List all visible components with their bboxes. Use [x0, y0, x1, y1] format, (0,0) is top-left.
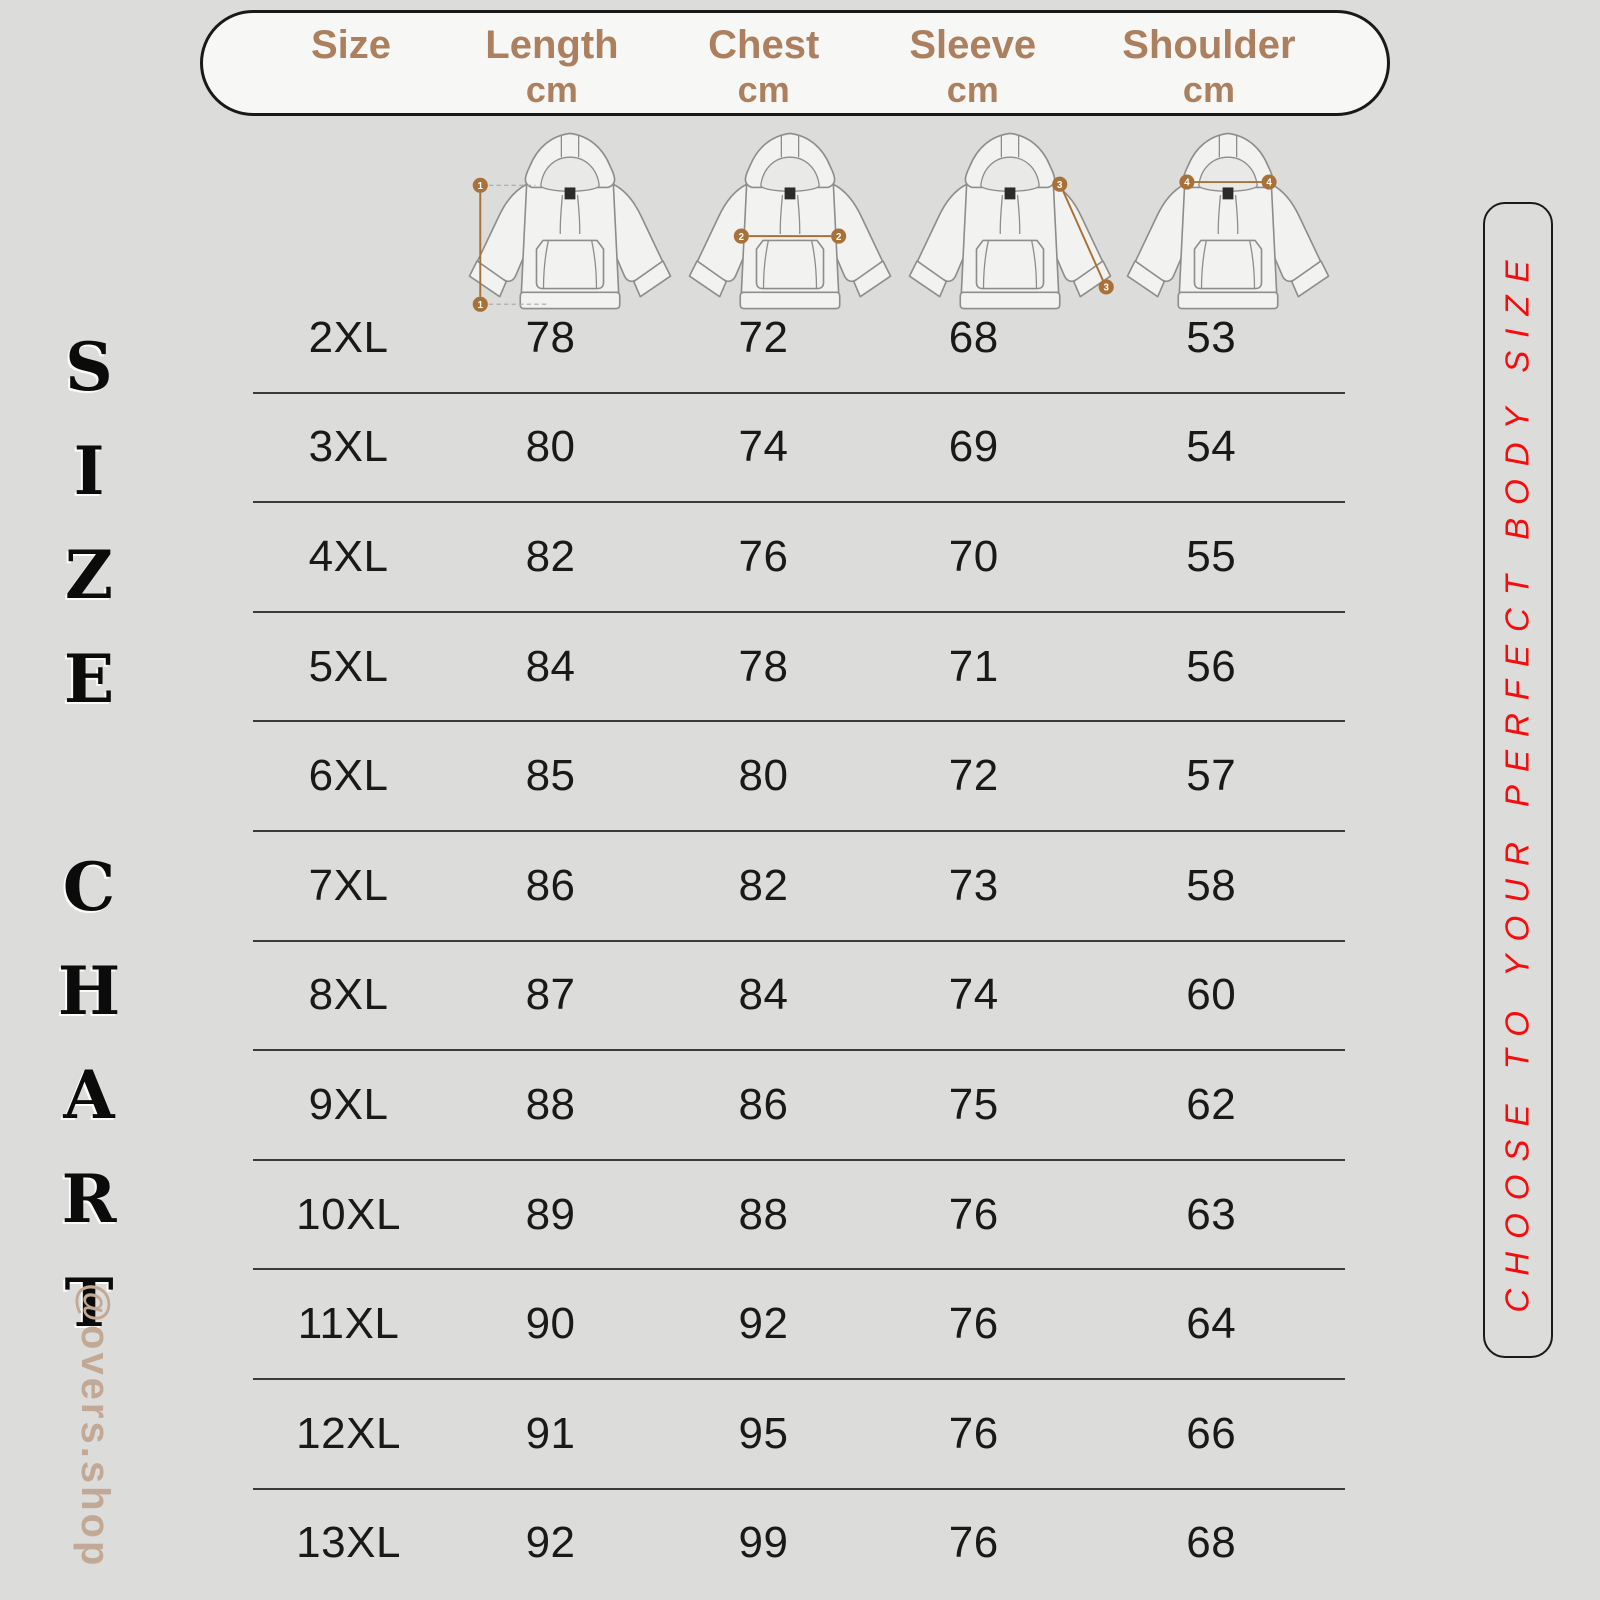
table-cell: 95 [738, 1408, 789, 1458]
column-label: Size [311, 23, 392, 67]
table-cell: 88 [525, 1079, 576, 1129]
table-cell: 63 [1186, 1189, 1237, 1239]
column-unit: cm [946, 69, 999, 110]
table-cell: 4XL [308, 531, 389, 581]
page-title: SIZE CHART [50, 328, 128, 1368]
table-cell: 99 [738, 1518, 789, 1568]
table-cell: 86 [525, 860, 576, 910]
table-cell: 57 [1186, 751, 1237, 801]
column-unit: cm [1182, 69, 1235, 110]
table-cell: 66 [1186, 1408, 1237, 1458]
table-cell: 6XL [308, 751, 389, 801]
header-col-shoulder [1076, 21, 1342, 113]
table-cell: 60 [1186, 970, 1237, 1020]
header-col-sleeve [870, 21, 1076, 113]
table-cell: 84 [525, 641, 576, 691]
table-cell: 9XL [308, 1079, 389, 1129]
size-table-body [253, 284, 1345, 1597]
column-unit: cm [525, 69, 578, 110]
table-cell: 80 [738, 751, 789, 801]
table-cell: 76 [948, 1189, 999, 1239]
table-cell: 82 [525, 531, 576, 581]
table-row [253, 1270, 1345, 1380]
table-cell: 91 [525, 1408, 576, 1458]
sleeve-marker: 3 [1103, 282, 1109, 294]
header-col-length [446, 21, 658, 113]
table-cell: 72 [948, 751, 999, 801]
table-cell: 92 [525, 1518, 576, 1568]
table-cell: 2XL [308, 312, 389, 362]
length-marker: 1 [477, 180, 483, 192]
chest-marker: 2 [738, 231, 745, 243]
table-cell: 74 [738, 422, 789, 472]
table-cell: 5XL [308, 641, 389, 691]
table-row [253, 284, 1345, 394]
table-row [253, 394, 1345, 504]
header-row [256, 21, 1342, 113]
table-row [253, 503, 1345, 613]
column-label: Chest [708, 23, 820, 67]
shoulder-marker: 4 [1184, 177, 1190, 189]
table-cell: 85 [525, 751, 576, 801]
table-cell: 62 [1186, 1079, 1237, 1129]
table-cell: 53 [1186, 312, 1237, 362]
table-cell: 71 [948, 641, 999, 691]
table-cell: 92 [738, 1299, 789, 1349]
table-cell: 80 [525, 422, 576, 472]
table-row [253, 1490, 1345, 1598]
table-cell: 84 [738, 970, 789, 1020]
table-cell: 76 [738, 531, 789, 581]
table-cell: 54 [1186, 422, 1237, 472]
table-cell: 72 [738, 312, 789, 362]
header-col-size [256, 21, 446, 113]
table-cell: 89 [525, 1189, 576, 1239]
column-label: Sleeve [909, 23, 1037, 67]
table-row [253, 942, 1345, 1052]
table-row [253, 1380, 1345, 1490]
chest-marker: 2 [835, 231, 842, 243]
table-cell: 82 [738, 860, 789, 910]
table-cell: 8XL [308, 970, 389, 1020]
header-col-chest [658, 21, 870, 113]
table-cell: 73 [948, 860, 999, 910]
header-pill [200, 10, 1390, 116]
length-marker: 1 [477, 299, 483, 311]
table-row [253, 613, 1345, 723]
table-cell: 69 [948, 422, 999, 472]
table-row [253, 1051, 1345, 1161]
sleeve-marker: 3 [1057, 179, 1063, 191]
table-cell: 76 [948, 1299, 999, 1349]
table-cell: 10XL [296, 1189, 401, 1239]
column-label: Shoulder [1122, 23, 1296, 67]
shoulder-marker: 4 [1266, 177, 1272, 189]
table-cell: 7XL [308, 860, 389, 910]
note-text: CHOOSE TO YOUR PERFECT BODY SIZE [1499, 247, 1536, 1313]
table-cell: 3XL [308, 422, 389, 472]
note-box [1483, 202, 1553, 1358]
table-cell: 55 [1186, 531, 1237, 581]
table-cell: 68 [1186, 1518, 1237, 1568]
table-cell: 74 [948, 970, 999, 1020]
column-label: Length [485, 23, 619, 67]
table-cell: 78 [525, 312, 576, 362]
table-cell: 13XL [296, 1518, 401, 1568]
table-row [253, 832, 1345, 942]
table-cell: 56 [1186, 641, 1237, 691]
table-cell: 88 [738, 1189, 789, 1239]
table-cell: 68 [948, 312, 999, 362]
table-cell: 75 [948, 1079, 999, 1129]
shop-handle: @overs.shop [73, 1283, 117, 1569]
table-cell: 12XL [296, 1408, 401, 1458]
table-cell: 86 [738, 1079, 789, 1129]
table-row [253, 722, 1345, 832]
table-cell: 70 [948, 531, 999, 581]
table-cell: 76 [948, 1408, 999, 1458]
table-cell: 76 [948, 1518, 999, 1568]
column-unit: cm [737, 69, 790, 110]
table-cell: 87 [525, 970, 576, 1020]
table-cell: 78 [738, 641, 789, 691]
table-cell: 90 [525, 1299, 576, 1349]
table-row [253, 1161, 1345, 1271]
table-cell: 58 [1186, 860, 1237, 910]
table-cell: 64 [1186, 1299, 1237, 1349]
table-cell: 11XL [297, 1299, 400, 1349]
